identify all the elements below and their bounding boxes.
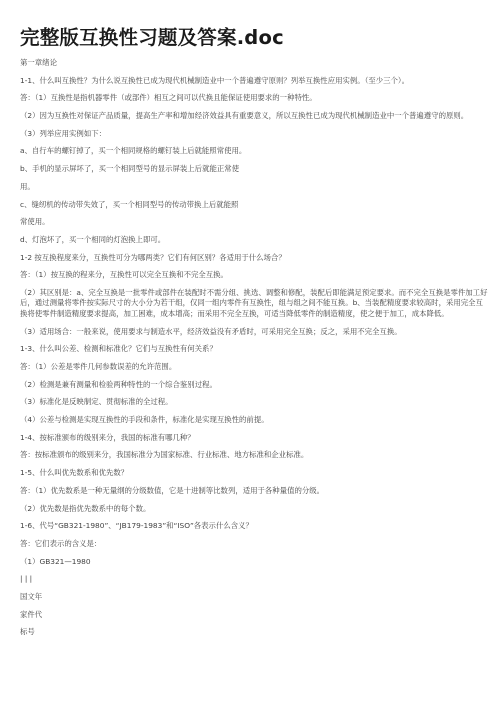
paragraph: a、自行车的螺钉掉了，买一个相同规格的螺钉装上后就能照常使用。 — [20, 146, 247, 156]
paragraph: 家件代 — [20, 609, 43, 619]
paragraph: | | | — [20, 574, 33, 584]
paragraph: 用。 — [20, 181, 35, 191]
paragraph: 1-1、什么叫互换性？为什么说互换性已成为现代机械制造业中一个普遍遵守原则？列举互换性应用实例。（至少三个）。 — [20, 75, 409, 85]
paragraph: d、灯泡坏了，买一个相同的灯泡换上即可。 — [20, 234, 166, 244]
paragraph: 1-5、什么叫优先数系和优先数？ — [20, 468, 129, 478]
paragraph: （2）其区别是：a、完全互换是一批零件或部件在装配时不需分组、挑选、调整和修配，装配后即能满足预定要求。而不完全互换是零件加工好后，通过测量将零件按实际尺寸的大小分为若干组，仅同一组内零件有互换性，组与组之间不能互换。b、当装配精度要求较高时，采用完全互换将使零件制造精度要求提高，加工困难，成本增高；而采用不完全互换，可适当降低零件的制造精度，使之便于加工，成本降低。 — [20, 287, 488, 318]
paragraph: c、缝纫机的传动带失效了，买一个相同型号的传动带换上后就能照 — [20, 199, 239, 209]
paragraph: （3）列举应用实例如下： — [20, 128, 107, 138]
document-title: 完整版互换性习题及答案.doc — [20, 26, 284, 49]
paragraph: 答：（1）公差是零件几何参数误差的允许范围。 — [20, 362, 177, 371]
paragraph: 国文年 — [20, 591, 43, 601]
paragraph: 1-2 按互换程度来分，互换性可分为哪两类？它们有何区别？各适用于什么场合？ — [20, 252, 286, 262]
paragraph: 答：（1）互换性是指机器零件（或部件）相互之间可以代换且能保证使用要求的一种特性。 — [20, 93, 317, 103]
paragraph: （2）检测是兼有测量和检验两种特性的一个综合鉴别过程。 — [20, 379, 217, 389]
paragraph: 常使用。 — [20, 217, 50, 227]
paragraph: 1-4、按标准颁布的级别来分，我国的标准有哪几种？ — [20, 432, 195, 442]
paragraph: （3）适用场合：一般来说，使用要求与制造水平，经济效益没有矛盾时，可采用完全互换；反之，采用不完全互换。 — [20, 326, 402, 336]
paragraph: b、手机的显示屏坏了，买一个相同型号的显示屏装上后就能正常使 — [20, 164, 240, 174]
paragraph: 答：它们表示的含义是： — [20, 538, 102, 548]
paragraph: 标号 — [20, 627, 35, 637]
paragraph: 第一章绪论 — [20, 58, 57, 67]
paragraph: （1）GB321—1980 — [20, 556, 91, 566]
paragraph: （4）公差与检测是实现互换性的手段和条件，标准化是实现互换性的前提。 — [20, 415, 269, 425]
paragraph: （2）因为互换性对保证产品质量，提高生产率和增加经济效益具有重要意义，所以互换性已成为现代机械制造业中一个普遍遵守的原则。 — [20, 111, 469, 121]
paragraph: （3）标准化是反映制定、贯彻标准的全过程。 — [20, 397, 173, 407]
paragraph: 答：（1）优先数系是一种无量纲的分级数值，它是十进制等比数列，适用于各种量值的分级。 — [20, 485, 325, 495]
paragraph: 1-3、什么叫公差、检测和标准化？它们与互换性有何关系？ — [20, 344, 217, 354]
paragraph: 答：（1）按互换的程来分，互换性可以完全互换和不完全互换。 — [20, 270, 228, 280]
paragraph: 答：按标准颁布的级别来分，我国标准分为国家标准、行业标准、地方标准和企业标准。 — [20, 450, 309, 460]
document-body — [20, 58, 488, 645]
paragraph: （2）优先数是指优先数系中的每个数。 — [20, 503, 151, 513]
paragraph: 1-6、代号“GB321-1980”、“JB179-1983”和“ISO”各表示什么含义？ — [20, 521, 253, 531]
